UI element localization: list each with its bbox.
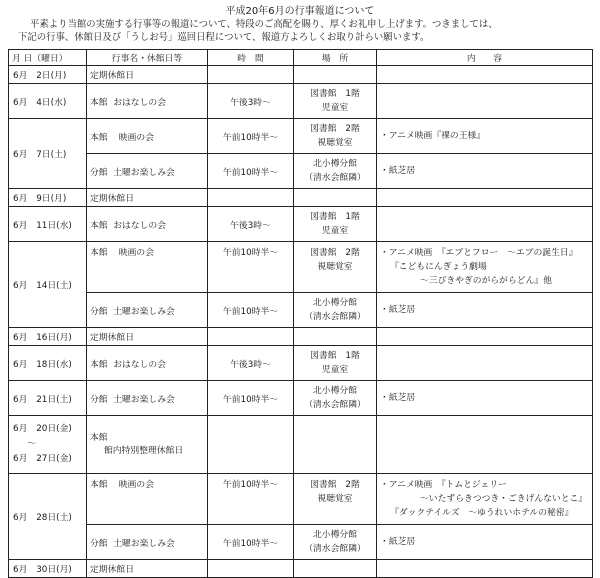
place-line: 図書館 1階 (310, 212, 360, 222)
table-row (9, 346, 593, 381)
date-cell: 6月 7日(土) (9, 119, 87, 189)
content-cell: ・紙芝居 (377, 293, 593, 328)
intro-line-1: 平素より当館の実施する行事等の報道について、特段のご高配を賜り、厚くお礼申し上げます。つきましては、 (30, 19, 498, 30)
time-cell (208, 474, 294, 525)
content-cell (377, 66, 593, 84)
event-label: おはなしの会 (113, 220, 166, 231)
content-cell: ・紙芝居 (377, 381, 593, 416)
time-cell (208, 242, 294, 293)
place-line: （清水会館隣） (304, 400, 366, 410)
table-row (9, 328, 593, 346)
header-time: 時 間 (208, 50, 294, 66)
place-cell (294, 293, 377, 328)
date-cell: 6月 14日(土) (9, 242, 87, 328)
table-row (9, 154, 593, 189)
place-line: 北小樽分館 (313, 298, 357, 308)
content-cell (377, 242, 593, 293)
venue-label: 本館 (90, 248, 108, 258)
table-row (9, 525, 593, 560)
event-label: おはなしの会 (113, 97, 166, 108)
time-cell: 午前10時半～ (208, 293, 294, 328)
place-cell (294, 381, 377, 416)
content-cell: ・アニメ映画『裸の王様』 (377, 119, 593, 154)
time-cell: 午後3時～ (208, 84, 294, 119)
table-row (9, 560, 593, 578)
venue-label: 分館 (90, 167, 108, 178)
content-cell (377, 416, 593, 474)
place-line: 北小樽分館 (313, 159, 357, 169)
time-cell: 午前10時半～ (208, 525, 294, 560)
place-line: （清水会館隣） (304, 312, 366, 322)
content-cell (377, 84, 593, 119)
event-cell (87, 154, 208, 189)
place-line: 図書館 2階 (310, 124, 360, 134)
venue-label: 分館 (90, 538, 108, 549)
header-content: 内 容 (377, 50, 593, 66)
content-cell (377, 207, 593, 242)
table-row (9, 293, 593, 328)
event-line: 館内特別整理休館日 (104, 445, 184, 456)
content-line: ・アニメ映画 『トムとジェリー (380, 480, 507, 490)
content-line: 『こどもにんぎょう劇場 (390, 262, 487, 272)
content-cell: ・紙芝居 (377, 525, 593, 560)
date-cell: 6月 28日(土) (9, 474, 87, 560)
event-label: 映画の会 (118, 480, 154, 490)
place-line: 図書館 1階 (310, 89, 360, 99)
table-row (9, 84, 593, 119)
date-cell: 6月 21日(土) (9, 381, 87, 416)
place-line: 北小樽分館 (313, 530, 357, 540)
schedule-table (8, 49, 593, 578)
event-line: 本館 (90, 432, 108, 443)
place-cell (294, 189, 377, 207)
time-cell: 午後3時～ (208, 346, 294, 381)
time-cell (208, 560, 294, 578)
content-line: ～三びきやぎのがらがらどん』他 (420, 276, 552, 286)
content-cell (377, 346, 593, 381)
place-line: （清水会館隣） (304, 173, 366, 183)
event-label: 土曜お楽しみ会 (113, 394, 175, 405)
content-line: 『ダックテイルズ ～ゆうれいホテルの秘密』 (390, 508, 574, 518)
content-line: ・アニメ映画 『エブとフロー ～エブの誕生日』 (380, 248, 578, 258)
venue-label: 本館 (90, 132, 108, 143)
time-cell (208, 66, 294, 84)
place-cell (294, 84, 377, 119)
header-row (9, 50, 593, 66)
place-cell (294, 328, 377, 346)
place-line: 図書館 1階 (310, 351, 360, 361)
event-cell (87, 346, 208, 381)
date-cell: 6月 2日(月) (9, 66, 87, 84)
event-cell (87, 525, 208, 560)
date-cell: 6月 11日(水) (9, 207, 87, 242)
date-line: 6月 20日(金) (13, 424, 72, 434)
event-cell: 定期休館日 (87, 560, 208, 578)
content-cell (377, 189, 593, 207)
date-cell (9, 416, 87, 474)
date-cell: 6月 18日(水) (9, 346, 87, 381)
event-cell (87, 207, 208, 242)
place-cell (294, 416, 377, 474)
place-cell (294, 242, 377, 293)
place-cell (294, 207, 377, 242)
header-event: 行事名・休館日等 (87, 50, 208, 66)
place-line: 図書館 2階 (310, 248, 360, 258)
venue-label: 本館 (90, 97, 108, 108)
content-line: ～いたずらきつつき・ごきげんないとこ』 (420, 494, 588, 504)
date-cell: 6月 30日(月) (9, 560, 87, 578)
place-cell (294, 154, 377, 189)
time-text: 午前10時半～ (222, 248, 279, 258)
place-cell (294, 66, 377, 84)
event-label: 土曜お楽しみ会 (113, 538, 175, 549)
event-cell: 定期休館日 (87, 66, 208, 84)
date-cell: 6月 4日(水) (9, 84, 87, 119)
event-cell (87, 84, 208, 119)
date-cell: 6月 16日(月) (9, 328, 87, 346)
table-row (9, 474, 593, 525)
event-label: おはなしの会 (113, 359, 166, 370)
venue-label: 本館 (90, 480, 108, 490)
venue-label: 分館 (90, 394, 108, 405)
event-cell: 定期休館日 (87, 189, 208, 207)
date-line: 6月 27日(金) (13, 454, 72, 464)
place-line: 視聴覚室 (317, 262, 353, 272)
place-line: 児童室 (321, 365, 349, 375)
place-cell (294, 525, 377, 560)
venue-label: 分館 (90, 306, 108, 317)
header-date: 月 日（曜日） (9, 50, 87, 66)
place-line: 図書館 2階 (310, 480, 360, 490)
event-label: 土曜お楽しみ会 (113, 167, 175, 178)
table-row (9, 207, 593, 242)
time-cell: 午後3時～ (208, 207, 294, 242)
header-place: 場 所 (294, 50, 377, 66)
event-label: 土曜お楽しみ会 (113, 306, 175, 317)
content-cell (377, 560, 593, 578)
page-title: 平成20年6月の行事報道について (225, 6, 375, 17)
event-cell: 定期休館日 (87, 328, 208, 346)
table-row (9, 416, 593, 474)
time-cell: 午前10時半～ (208, 119, 294, 154)
intro-text (18, 19, 588, 44)
table-row (9, 189, 593, 207)
event-cell (87, 119, 208, 154)
time-cell: 午前10時半～ (208, 154, 294, 189)
time-cell (208, 328, 294, 346)
place-line: 視聴覚室 (317, 494, 353, 504)
place-line: （清水会館隣） (304, 544, 366, 554)
event-cell (87, 242, 208, 293)
venue-label: 本館 (90, 359, 108, 370)
event-cell (87, 381, 208, 416)
time-text: 午前10時半～ (222, 480, 279, 490)
event-cell (87, 474, 208, 525)
place-cell (294, 346, 377, 381)
intro-line-2: 下記の行事、休館日及び「うしお号」巡回日程について、報道方よろしくお取り計らい願います。 (18, 31, 430, 43)
place-line: 児童室 (321, 226, 349, 236)
time-cell: 午前10時半～ (208, 381, 294, 416)
place-cell (294, 474, 377, 525)
place-line: 児童室 (321, 103, 349, 113)
time-cell (208, 189, 294, 207)
venue-label: 本館 (90, 220, 108, 231)
table-row (9, 242, 593, 293)
place-line: 北小樽分館 (313, 386, 357, 396)
content-cell: ・紙芝居 (377, 154, 593, 189)
content-cell (377, 474, 593, 525)
place-cell (294, 560, 377, 578)
table-row (9, 119, 593, 154)
time-cell (208, 416, 294, 474)
content-cell (377, 328, 593, 346)
table-row (9, 66, 593, 84)
event-label: 映画の会 (118, 248, 154, 258)
date-cell: 6月 9日(月) (9, 189, 87, 207)
event-label: 映画の会 (118, 132, 154, 143)
table-row (9, 381, 593, 416)
event-cell (87, 416, 208, 474)
place-cell (294, 119, 377, 154)
date-line: ～ (27, 439, 36, 449)
place-line: 視聴覚室 (317, 138, 353, 148)
event-cell (87, 293, 208, 328)
